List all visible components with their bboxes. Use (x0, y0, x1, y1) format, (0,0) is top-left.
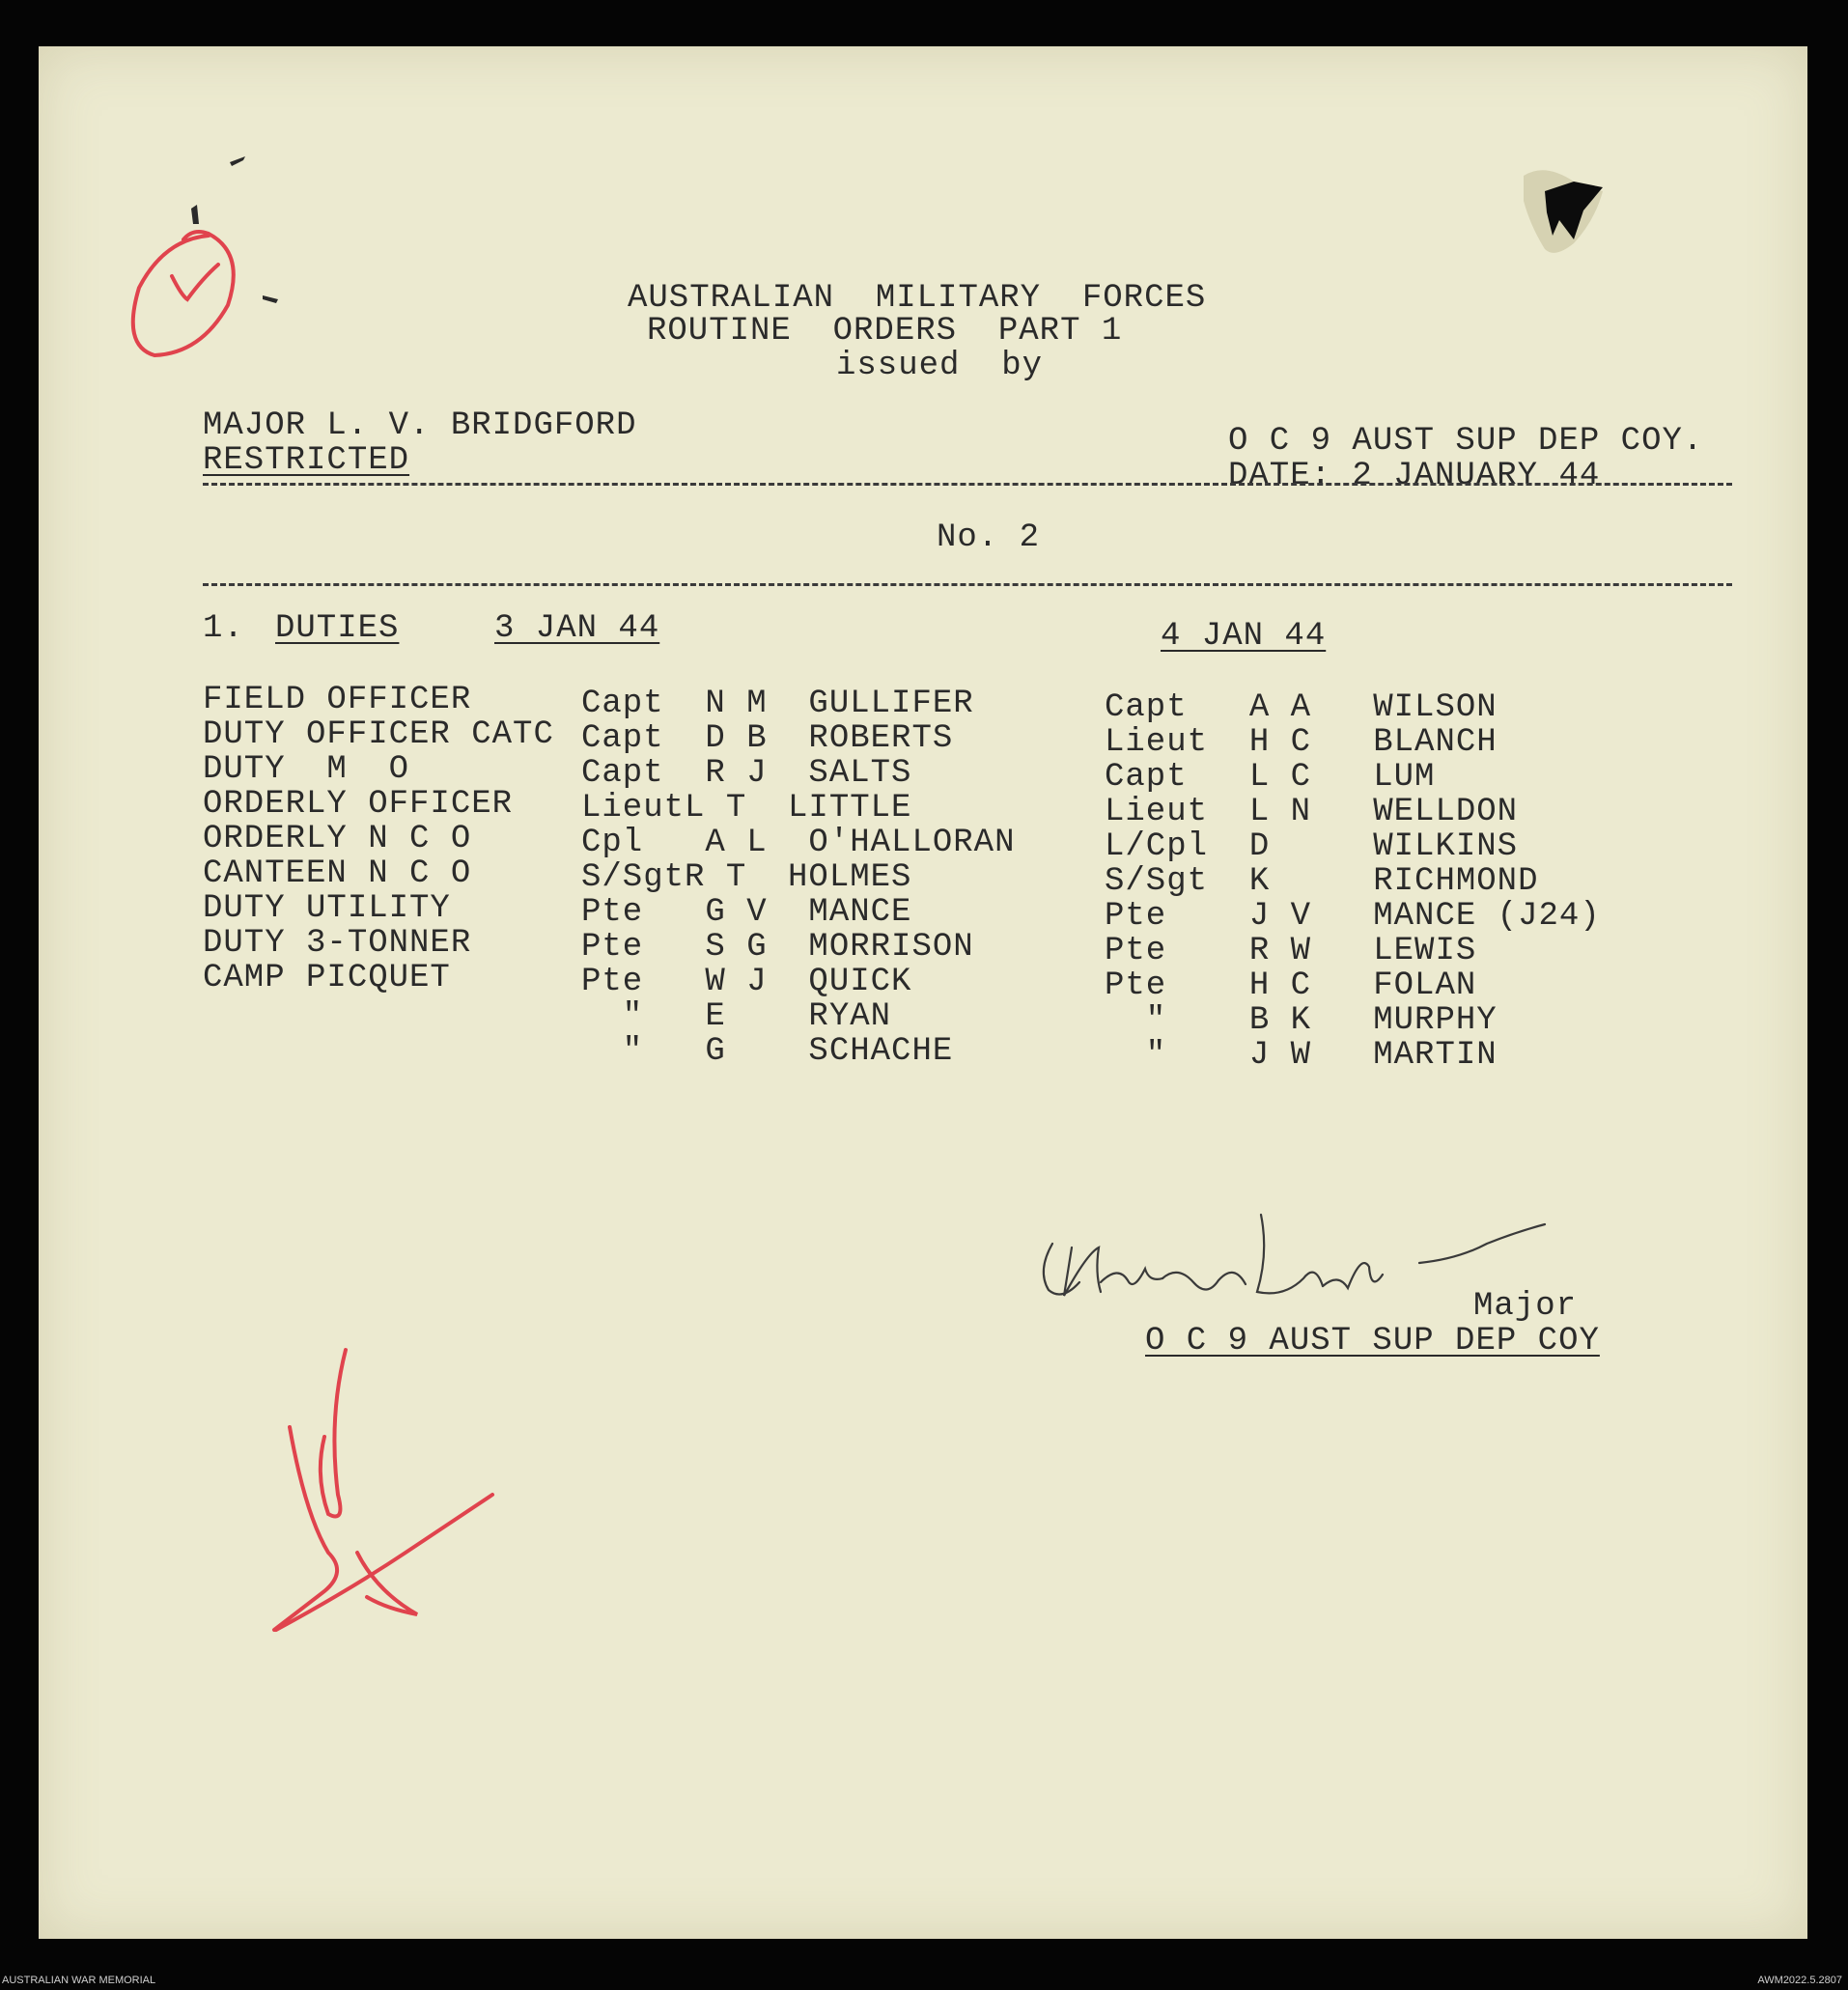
duty-assignee-day2: Pte H C FOLAN (1105, 967, 1477, 1004)
footer-accession-number: AWM2022.5.2807 (1757, 1975, 1842, 1986)
duty-assignee-day1: Capt D B ROBERTS (581, 720, 954, 757)
duty-assignee-day1: Cpl A L O'HALLORAN (581, 825, 1016, 861)
duty-assignee-day1: " E RYAN (581, 998, 892, 1035)
header-line-1: AUSTRALIAN MILITARY FORCES (628, 280, 1207, 317)
duty-role: CAMP PICQUET (203, 960, 451, 996)
torn-hole-icon (1524, 170, 1603, 253)
classification: RESTRICTED (203, 442, 410, 479)
header-line-3: issued by (836, 348, 1044, 384)
duty-assignee-day1: Capt N M GULLIFER (581, 686, 974, 722)
signature-unit: O C 9 AUST SUP DEP COY (1145, 1323, 1600, 1359)
duty-assignee-day1: Capt R J SALTS (581, 755, 912, 792)
duty-assignee-day2: " J W MARTIN (1105, 1037, 1498, 1074)
column-date-1: 3 JAN 44 (494, 610, 660, 647)
document-page (39, 46, 1807, 1939)
duty-assignee-day1: Pte G V MANCE (581, 894, 912, 931)
duty-assignee-day2: Pte J V MANCE (J24) (1105, 898, 1601, 935)
duty-assignee-day2: L/Cpl D WILKINS (1105, 828, 1519, 865)
duty-assignee-day2: " B K MURPHY (1105, 1002, 1498, 1039)
duty-role: DUTY M O (203, 751, 410, 788)
duty-role: DUTY OFFICER CATC (203, 716, 554, 753)
duty-assignee-day1: Pte S G MORRISON (581, 929, 974, 966)
duty-assignee-day2: Pte R W LEWIS (1105, 933, 1477, 969)
section-number: 1. (203, 610, 244, 647)
duty-assignee-day1: LieutL T LITTLE (581, 790, 912, 827)
duty-role: FIELD OFFICER (203, 682, 472, 718)
footer-credit: AUSTRALIAN WAR MEMORIAL (2, 1975, 156, 1986)
column-date-2: 4 JAN 44 (1161, 618, 1327, 655)
document-marks (39, 46, 1807, 1939)
order-date: DATE: 2 JANUARY 44 (1228, 458, 1601, 494)
unit-name: O C 9 AUST SUP DEP COY. (1228, 423, 1704, 460)
duty-assignee-day2: S/Sgt K RICHMOND (1105, 863, 1539, 900)
duty-assignee-day2: Capt L C LUM (1105, 759, 1436, 796)
red-check-circle-icon (133, 232, 234, 355)
duty-role: DUTY 3-TONNER (203, 925, 472, 962)
duty-assignee-day2: Lieut H C BLANCH (1105, 724, 1498, 761)
order-number: No. 2 (937, 519, 1041, 556)
duty-assignee-day1: S/SgtR T HOLMES (581, 859, 912, 896)
duty-role: ORDERLY OFFICER (203, 786, 514, 823)
duty-assignee-day1: " G SCHACHE (581, 1033, 954, 1070)
duty-assignee-day2: Capt A A WILSON (1105, 689, 1498, 726)
handwritten-signature-icon (1044, 1215, 1545, 1296)
section-title: DUTIES (275, 610, 400, 647)
duty-role: DUTY UTILITY (203, 890, 451, 927)
issuer-name: MAJOR L. V. BRIDGFORD (203, 407, 637, 444)
duty-assignee-day1: Pte W J QUICK (581, 964, 912, 1000)
duty-role: CANTEEN N C O (203, 855, 472, 892)
signature-rank: Major (1473, 1288, 1578, 1325)
red-pencil-mark-icon (274, 1350, 492, 1630)
duty-assignee-day2: Lieut L N WELLDON (1105, 794, 1519, 830)
duty-role: ORDERLY N C O (203, 821, 472, 857)
header-line-2: ROUTINE ORDERS PART 1 (647, 313, 1123, 350)
